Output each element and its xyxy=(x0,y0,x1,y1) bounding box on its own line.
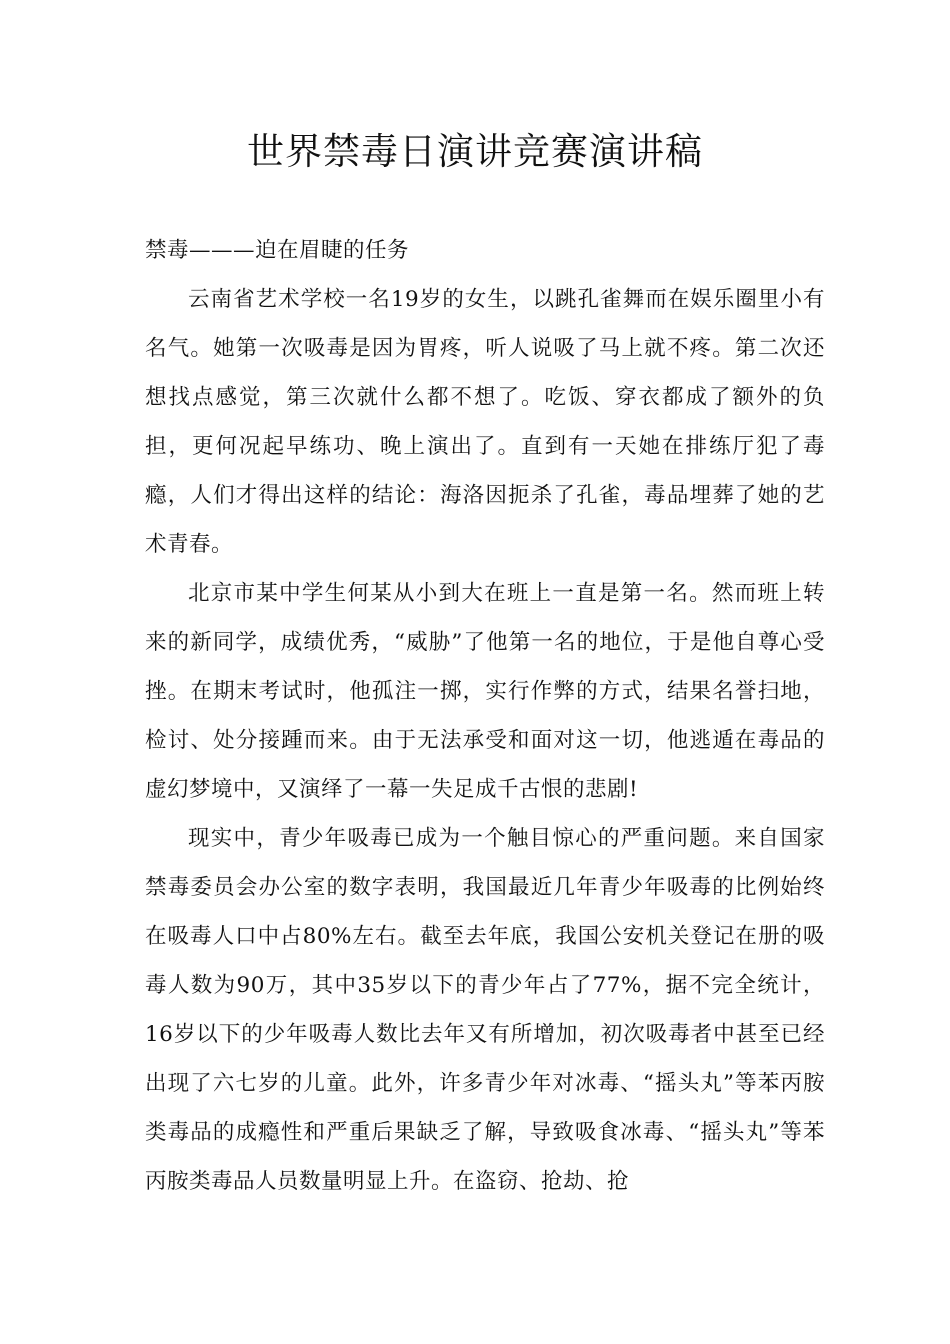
paragraph-student-he: 北京市某中学生何某从小到大在班上一直是第一名。然而班上转来的新同学，成绩优秀，“威胁”了他第一名的地位，于是他自尊心受挫。在期末考试时，他孤注一掷，实行作弊的方式，结果名誉扫地，检讨、处分接踵而来。由于无法承受和面对这一切，他逃遁在毒品的虚幻梦境中，又演绎了一幕一失足成千古恨的悲剧! xyxy=(145,581,825,802)
paragraph-peacock-dancer: 云南省艺术学校一名19岁的女生，以跳孔雀舞而在娱乐圈里小有名气。她第一次吸毒是因为胃疼，听人说吸了马上就不疼。第二次还想找点感觉，第三次就什么都不想了。吃饭、穿衣都成了额外的负担，更何况起早练功、晚上演出了。直到有一天她在排练厅犯了毒瘾，人们才得出这样的结论：海洛因扼杀了孔雀，毒品埋葬了她的艺术青春。 xyxy=(145,287,825,557)
document-body xyxy=(145,226,825,1206)
document-title: 世界禁毒日演讲竞赛演讲稿 xyxy=(247,130,703,173)
document-subtitle: 禁毒———迫在眉睫的任务 xyxy=(145,238,410,263)
paragraph-statistics: 现实中，青少年吸毒已成为一个触目惊心的严重问题。来自国家禁毒委员会办公室的数字表明，我国最近几年青少年吸毒的比例始终在吸毒人口中占80%左右。截至去年底，我国公安机关登记在册的吸毒人数为90万，其中35岁以下的青少年占了77%，据不完全统计，16岁以下的少年吸毒人数比去年又有所增加，初次吸毒者中甚至已经出现了六七岁的儿童。此外，许多青少年对冰毒、“摇头丸”等苯丙胺类毒品的成瘾性和严重后果缺乏了解，导致吸食冰毒、“摇头丸”等苯丙胺类毒品人员数量明显上升。在盗窃、抢劫、抢 xyxy=(145,826,825,1194)
